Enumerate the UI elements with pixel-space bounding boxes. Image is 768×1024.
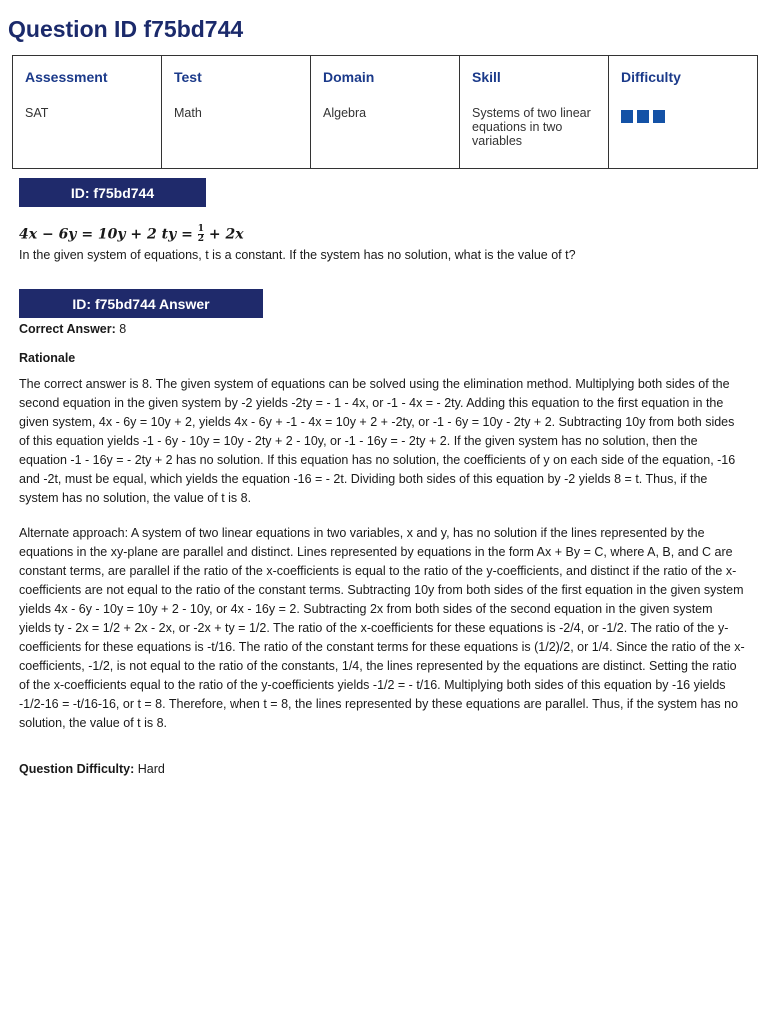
rationale-paragraph-2: Alternate approach: A system of two linear equations in two variables, x and y, has no solution if the lines represented by the equations in the xy-plane are parallel and distinct. Lines represented by equations in the form Ax + By = C, where A, B, and C are constant terms, are parallel if the ratio of the x-coefficients is equal to the ratio of the y-coefficients, and distinct if the ratio of the x-coefficients are not equal to the ratio of the constant terms. Subtracting 10y from both sides of the first equation in the given system yields 4x - 6y - 10y = 10y + 2 - 10y, or 4x - 16y = 2. Subtracting 2x from both sides of the second equation in the given system yields ty - 2x = 1/2 + 2x - 2x, or -2x + ty = 1/2. The ratio of the x-coefficients for these equations is -2/4, or -1/2. The ratio of the y-coefficients for these equations is -t/16. The ratio of the constant terms for these equations is (1/2)/2, or 1/4. Since the ratio of the x-coefficients, -1/2, is not equal to the ratio of the constants, 1/4, the lines represented by the equations are distinct. Setting the ratio of the x-coefficients equal to the ratio of the y-coefficients yields -1/2 = - t/16. Multiplying both sides of this equation by -16 yields -1/2-16 = -t/16-16, or t = 8. Therefore, when t = 8, the lines represented by these equations are parallel. Thus, if the system has no solution, the value of t is 8. xyxy=(19,526,745,730)
equation-2-rhs: + 2x xyxy=(204,226,244,243)
difficulty-value: Hard xyxy=(137,762,165,776)
assessment-cell xyxy=(13,56,162,169)
difficulty-cell xyxy=(609,56,758,169)
question-meta-table xyxy=(12,55,758,169)
equation-1: 4x − 6y = 10y + 2 xyxy=(19,226,157,243)
question-prompt: In the given system of equations, t is a constant. If the system has no solution, what is the value of t? xyxy=(19,248,576,262)
answer-id-banner: ID: f75bd744 Answer xyxy=(19,289,263,318)
rationale-paragraph-1: The correct answer is 8. The given system of equations can be solved using the elimination method. Multiplying both sides of the second equation in the given system by -2 yields -2ty = - 1 - 4x, or -1 - 4x = - 2ty. Adding this equation to the first equation in the given system, 4x - 6y = 10y + 2, yields 4x - 6y + -1 - 4x = 10y + 2 + -2ty, or -1 - 6y = 10y - 2ty + 2. Subtracting 10y from both sides of this equation yields -1 - 6y - 10y = 10y - 2ty + 2 - 10y, or -1 - 16y = - 2ty + 2. If the given system has no solution, then the equation -1 - 16y = - 2ty + 2 has no solution. If this equation has no solution, the coefficients of y on each side of the equation, -16 and -2t, must be equal, which yields the equation -16 = - 2t. Dividing both sides of this equation by -2 yields 8 = t. Thus, if the system has no solution, the value of t is 8. xyxy=(19,377,736,505)
correct-answer xyxy=(19,320,747,339)
domain-value: Algebra xyxy=(323,106,367,120)
test-cell xyxy=(162,56,311,169)
correct-answer-value: 8 xyxy=(119,322,127,336)
difficulty-label: Question Difficulty: xyxy=(19,762,135,776)
correct-answer-label: Correct Answer: xyxy=(19,322,116,336)
domain-header: Domain xyxy=(323,69,375,85)
system-of-equations xyxy=(19,225,244,244)
assessment-value: SAT xyxy=(25,106,49,120)
equation-2-lhs: ty = xyxy=(161,226,198,243)
skill-header: Skill xyxy=(472,69,501,85)
domain-cell xyxy=(311,56,460,169)
difficulty-level-indicator xyxy=(621,110,745,123)
page-title: Question ID f75bd744 xyxy=(8,16,244,42)
test-value: Math xyxy=(174,106,202,120)
fraction-numerator: 1 xyxy=(197,224,204,234)
fraction-denominator: 2 xyxy=(197,234,204,244)
difficulty-header: Difficulty xyxy=(621,69,681,85)
skill-value: Systems of two linear equations in two variables xyxy=(472,106,591,148)
difficulty-bar xyxy=(637,110,649,123)
skill-cell xyxy=(460,56,609,169)
question-difficulty xyxy=(19,760,747,779)
rationale-heading: Rationale xyxy=(19,351,76,365)
difficulty-bar xyxy=(653,110,665,123)
test-header: Test xyxy=(174,69,202,85)
question-id-banner: ID: f75bd744 xyxy=(19,178,206,207)
difficulty-bar xyxy=(621,110,633,123)
assessment-header: Assessment xyxy=(25,69,108,85)
